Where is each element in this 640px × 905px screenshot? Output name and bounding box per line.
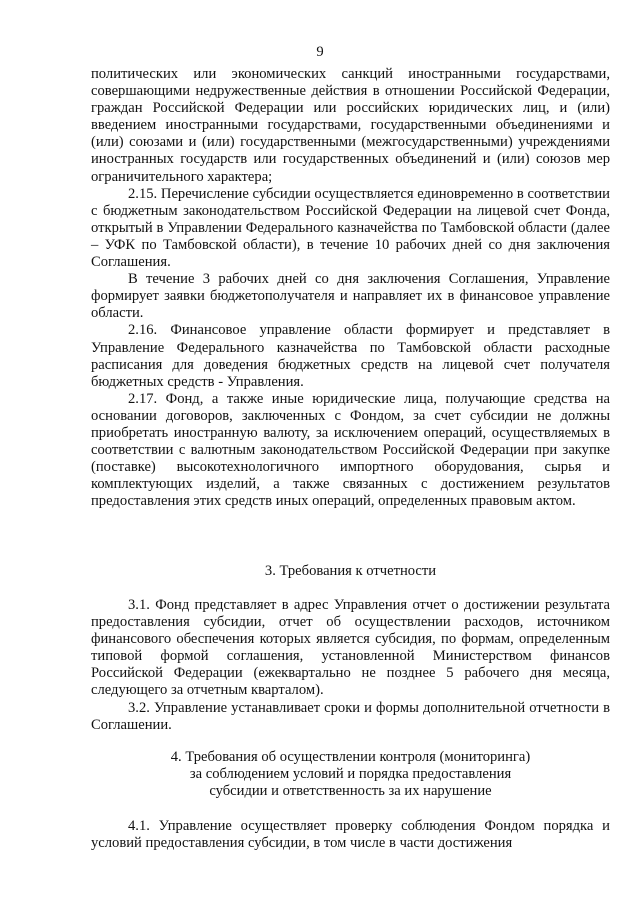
paragraph-2-17: 2.17. Фонд, а также иные юридические лица, получающие средства на основании договоров, заключенных с Фондом, за счет субсидии не должны приобретать иностранную валюту, за исключением операций, осуществляемых в соответствии с валютным законодательством Российской Федерации при закупке (поставке) высокотехнологичного импортного оборудования, сырья и комплектующих изделий, а также связанных с достижением результатов предоставления этих средств иных операций, определенных правовым актом. (91, 390, 610, 510)
section-3-body (91, 597, 610, 734)
paragraph-3-1: 3.1. Фонд представляет в адрес Управления отчет о достижении результата предоставления субсидии, отчет об осуществлении расходов, источником финансового обеспечения которых является субсидия, по формам, определенным типовой формой соглашения, установленной Министерством финансов Российской Федерации (ежеквартально не позднее 5 рабочего дня месяца, следующего за отчетным кварталом). (91, 597, 610, 699)
section-4-heading-line-2: за соблюдением условий и порядка предоставления (189, 766, 512, 783)
section-4-body (91, 818, 610, 852)
section-4-heading-line-3: субсидии и ответственность за их нарушение (209, 783, 492, 800)
section-4-heading (91, 749, 610, 800)
paragraph-2-14-tail: политических или экономических санкций иностранными государствами, совершающими недружественные действия в отношении Российской Федерации, граждан Российской Федерации или российских юридических лиц, и (или) введением иностранными государствами, государственными объединениями и (или) союзами и (или) государственными (межгосударственными) учреждениями иностранных государств или государственных объединений и (или) союзов мер ограничительного характера; (91, 66, 610, 185)
paragraph-3-2: 3.2. Управление устанавливает сроки и формы дополнительной отчетности в Соглашении. (91, 699, 610, 733)
paragraph-2-16: 2.16. Финансовое управление области формирует и представляет в Управление Федерального казначейства по Тамбовской области расходные расписания для доведения бюджетных средств на лицевой счет получателя бюджетных средств - Управления. (91, 322, 610, 390)
page-number: 9 (316, 44, 324, 60)
paragraph-4-1: 4.1. Управление осуществляет проверку соблюдения Фондом порядка и условий предоставления субсидии, в том числе в части достижения (91, 818, 610, 852)
section-3-heading: 3. Требования к отчетности (264, 563, 437, 579)
paragraph-2-15-b: В течение 3 рабочих дней со дня заключения Соглашения, Управление формирует заявки бюджетополучателя и направляет их в финансовое управление области. (91, 271, 610, 322)
paragraph-2-15: 2.15. Перечисление субсидии осуществляется единовременно в соответствии с бюджетным законодательством Российской Федерации на лицевой счет Фонда, открытый в Управлении Федерального казначейства по Тамбовской области (далее – УФК по Тамбовской области), в течение 10 рабочих дней со дня заключения Соглашения. (91, 185, 610, 271)
section-4-heading-line-1: 4. Требования об осуществлении контроля (мониторинга) (170, 749, 531, 765)
section-2-continuation (91, 66, 610, 510)
